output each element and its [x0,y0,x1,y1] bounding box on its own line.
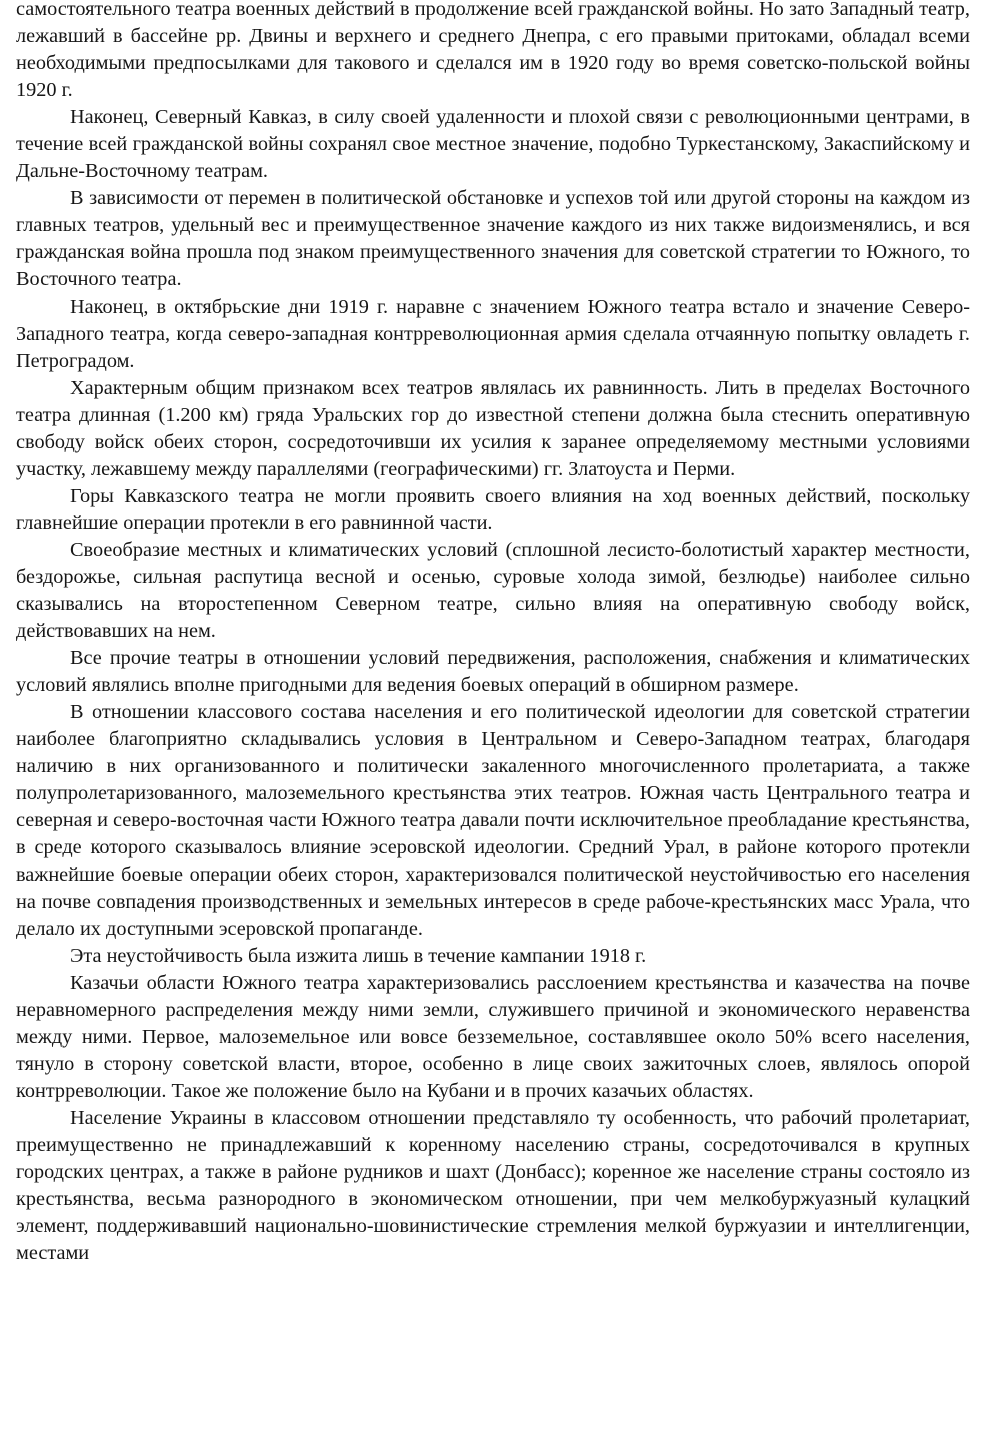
paragraph-10: Эта неустойчивость была изжита лишь в течение кампании 1918 г. [70,944,647,967]
paragraph-2: Наконец, Северный Кавказ, в силу своей удаленности и плохой связи с революционными центрами, в течение всей гражданской войны сохранял свое местное значение, подобно Туркестанскому, Закаспийскому и Дальне-Восточному театрам. [16,106,970,183]
paragraph-8: Все прочие театры в отношении условий передвижения, расположения, снабжения и климатических условий являлись вполне пригодными для ведения боевых операций в обширном размере. [16,647,970,697]
paragraph-3: В зависимости от перемен в политической обстановке и успехов той или другой стороны на каждом из главных театров, удельный вес и преимущественное значение каждого из них также видоизменялись, и вся гражданская война прошла под знаком преимущественного значения для советской стратегии то Южного, то Восточного театра. [16,187,970,291]
paragraph-11: Казачьи области Южного театра характеризовались расслоением крестьянства и казачества на почве неравномерного распределения между ними земли, служившего причиной и экономического неравенства между ними. Первое, малоземельное или вовсе безземельное, составлявшее около 50% всего населения, тянуло в сторону советской власти, второе, особенно в лице своих зажиточных слоев, являлось опорой контрреволюции. Такое же положение было на Кубани и в прочих казачьих областях. [16,971,970,1102]
paragraph-12: Население Украины в классовом отношении представляло ту особенность, что рабочий пролетариат, преимущественно не принадлежавший к коренному населению страны, сосредоточивался в крупных городских центрах, а также в районе рудников и шахт (Донбасс); коренное же население страны состояло из крестьянства, весьма разнородного в экономическом отношении, при чем мелкобуржуазный кулацкий элемент, поддерживавший национально-шовинистические стремления мелкой буржуазии и интеллигенции, местами [16,1106,970,1265]
paragraph-9: В отношении классового состава населения и его политической идеологии для советской стратегии наиболее благоприятно складывались условия в Центральном и Северо-Западном театрах, благодаря наличию в них организованного и политически закаленного многочисленного пролетариата, а также полупролетаризованного, малоземельного крестьянства этих театров. Южная часть Центрального театра и северная и северо-восточная части Южного театра давали почти исключительное преобладание крестьянства, в среде которого сказывалось влияние эсеровской идеологии. Средний Урал, в районе которого протекли важнейшие боевые операции обеих сторон, характеризовался политической неустойчивостью его населения на почве совпадения производственных и земельных интересов в среде рабоче-крестьянских масс Урала, что делало их доступными эсеровской пропаганде. [16,701,970,940]
paragraph-5: Характерным общим признаком всех театров являлась их равнинность. Лить в пределах Восточного театра длинная (1.200 км) гряда Уральских гор до известной степени должна была стеснить оперативную свободу войск обеих сторон, сосредоточивши их усилия к заранее определяемому местными условиями участку, лежавшему между параллелями (географическими) гг. Златоуста и Перми. [16,376,970,480]
paragraph-6: Горы Кавказского театра не могли проявить своего влияния на ход военных действий, поскольку главнейшие операции протекли в его равнинной части. [16,484,970,534]
paragraph-1: самостоятельного театра военных действий в продолжение всей гражданской войны. Но зато Западный театр, лежавший в бассейне рр. Двины и верхнего и среднего Днепра, с его правыми притоками, обладал всеми необходимыми предпосылками для такового и сделался им в 1920 году во время советско-польской войны 1920 г. [16,0,970,102]
paragraph-4: Наконец, в октябрьские дни 1919 г. наравне с значением Южного театра встало и значение Северо-Западного театра, когда северо-западная контрреволюционная армия сделала отчаянную попытку овладеть г. Петроградом. [16,295,970,372]
document-page [16,0,970,1444]
paragraph-7: Своеобразие местных и климатических условий (сплошной лесисто-болотистый характер местности, бездорожье, сильная распутица весной и осенью, суровые холода зимой, безлюдье) наиболее сильно сказывались на второстепенном Северном театре, сильно влияя на оперативную свободу войск, действовавших на нем. [16,538,970,643]
